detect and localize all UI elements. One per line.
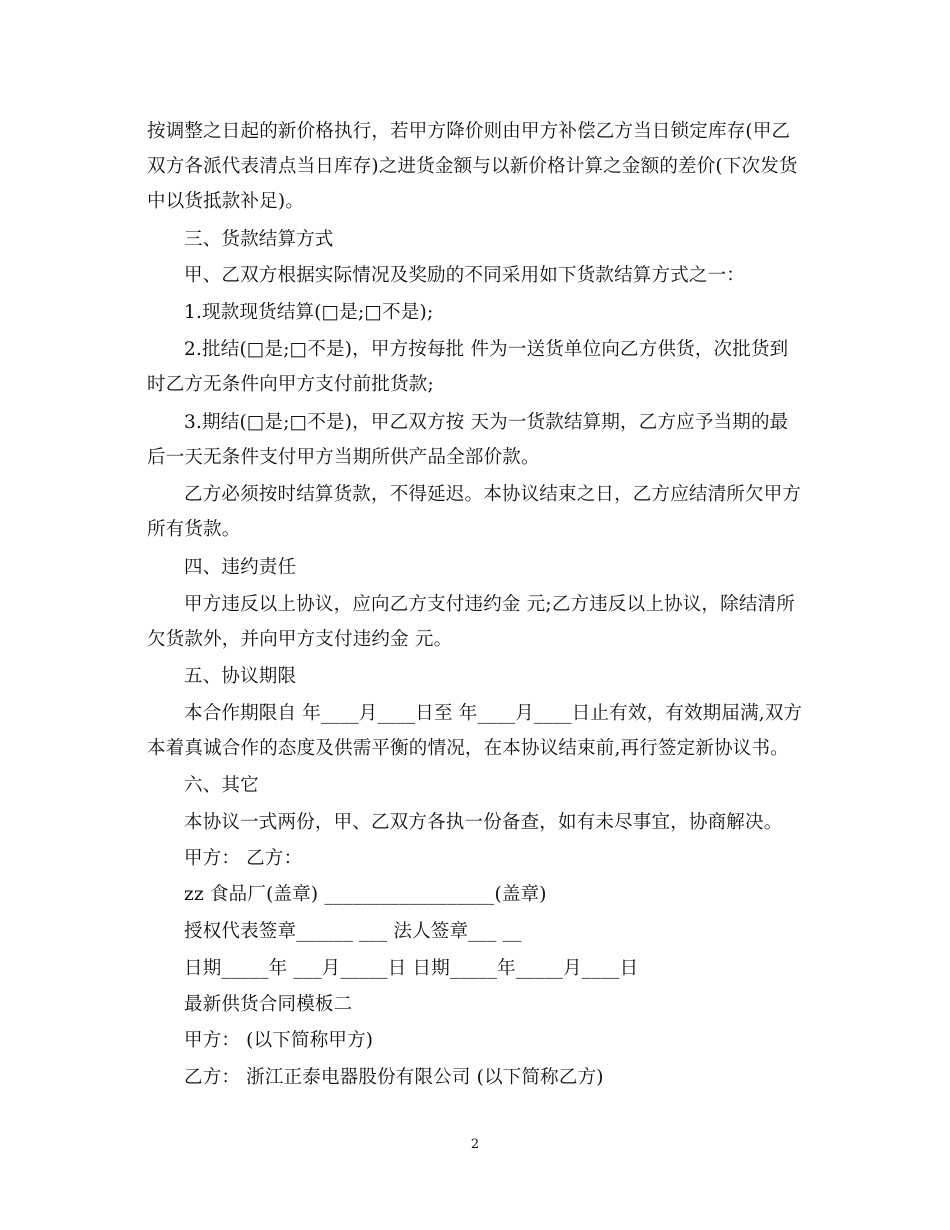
text-line-14: 甲方违反以上协议，应向乙方支付违约金 元;乙方违反以上协议，除结清所: [184, 594, 795, 615]
text-line-12: 所有货款。: [147, 519, 241, 540]
text-line-6: 1.现款现货结算(□是;□不是);: [184, 302, 434, 323]
signature-line: 授权代表签章______ ___ 法人签章___ __: [184, 921, 522, 942]
section-heading-6: 六、其它: [184, 775, 259, 796]
text-line-10: 后一天无条件支付甲方当期所供产品全部价款。: [147, 447, 540, 468]
section-heading-5: 五、协议期限: [184, 666, 297, 687]
party-a-line: 甲方： (以下简称甲方): [184, 1030, 374, 1051]
text-line-8: 时乙方无条件向甲方支付前批货款;: [147, 374, 434, 395]
parties-line: 甲方： 乙方：: [184, 848, 303, 869]
text-line-7: 2.批结(□是;□不是)，甲方按每批 件为一送货单位向乙方供货，次批货到: [184, 339, 789, 360]
text-line-3: 中以货抵款补足)。: [147, 191, 305, 212]
text-line-11: 乙方必须按时结算货款，不得延迟。本协议结束之日，乙方应结清所欠甲方: [184, 484, 802, 505]
party-b-line: 乙方： 浙江正泰电器股份有限公司 (以下简称乙方): [184, 1067, 604, 1088]
text-line-18: 本着真诚合作的态度及供需平衡的情况，在本协议结束前,再行签定新协议书。: [147, 738, 789, 759]
date-line: 日期_____年 ___月_____日 日期_____年_____月____日: [184, 958, 639, 979]
text-line-2: 双方各派代表清点当日库存)之进货金额与以新价格计算之金额的差价(下次发货: [147, 156, 798, 177]
text-line-1: 按调整之日起的新价格执行，若甲方降价则由甲方补偿乙方当日锁定库存(甲乙: [147, 121, 791, 142]
text-line-15: 欠货款外，并向甲方支付违约金 元。: [147, 629, 453, 650]
seal-line: zz 食品厂(盖章) __________________(盖章): [184, 884, 547, 905]
text-line-20: 本协议一式两份，甲、乙双方各执一份备查，如有未尽事宜，协商解决。: [184, 812, 783, 833]
page-number: 2: [470, 1137, 480, 1152]
text-line-9: 3.期结(□是;□不是)，甲乙双方按 天为一货款结算期，乙方应予当期的最: [184, 412, 789, 433]
section-heading-3: 三、货款结算方式: [184, 229, 334, 250]
text-line-5: 甲、乙双方根据实际情况及奖励的不同采用如下货款结算方式之一：: [184, 265, 746, 286]
template-title: 最新供货合同模板二: [184, 994, 353, 1015]
section-heading-4: 四、违约责任: [184, 557, 297, 578]
text-line-17: 本合作期限自 年____月____日至 年____月____日止有效，有效期届满,双方: [184, 703, 803, 724]
